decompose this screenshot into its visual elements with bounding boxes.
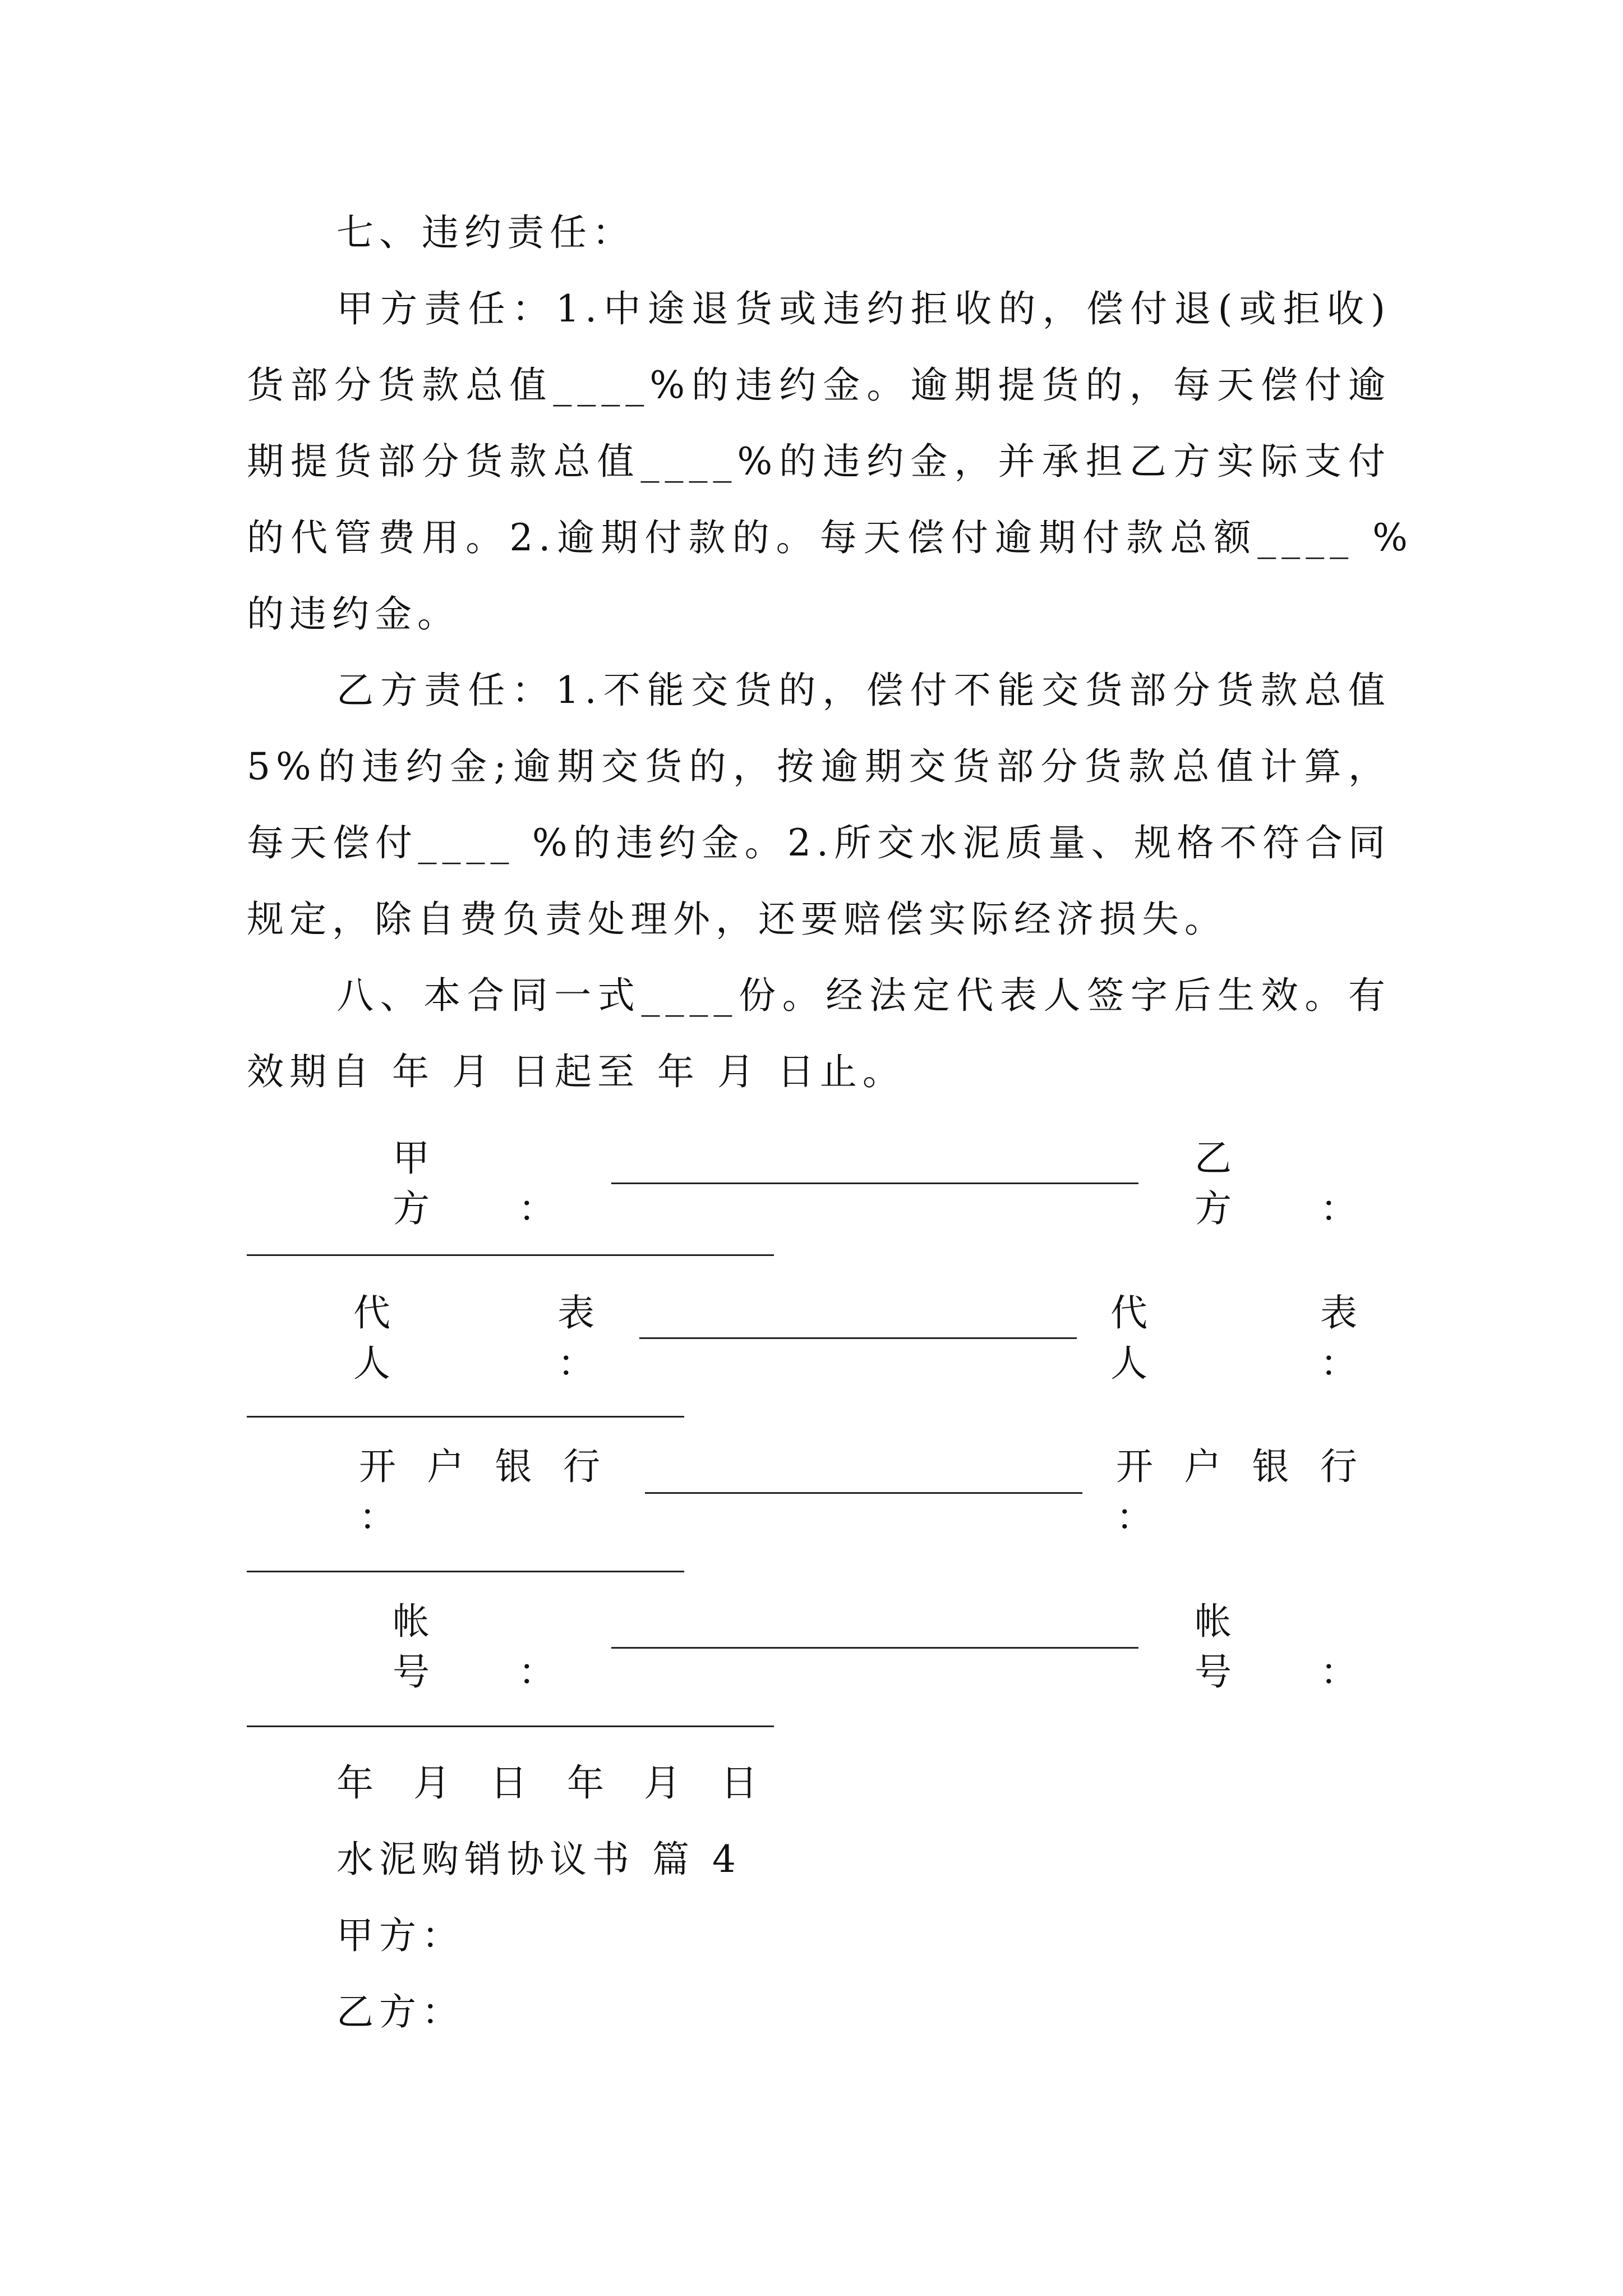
party-b-line-3: 每天偿付____ %的违约金。2.所交水泥质量、规格不符合同: [247, 821, 1391, 864]
sig-date-line: 年 月 日 年 月 日: [336, 1761, 763, 1805]
sig-account-b-label: 帐 号 ：: [1195, 1600, 1363, 1694]
sig-rep-a-line: [639, 1337, 1077, 1339]
sig-account-a-line: [611, 1647, 1138, 1649]
sig-account-b-line: [247, 1726, 774, 1727]
party-b-line-2: 5%的违约金;逾期交货的，按逾期交货部分货款总值计算，: [247, 745, 1391, 788]
clause8-line-2: 效期自 年 月 日起至 年 月 日止。: [247, 1050, 905, 1093]
next-section-party-b: 乙方：: [336, 1990, 464, 2033]
sig-bank-a-line: [645, 1492, 1082, 1494]
party-a-line-2: 货部分货款总值____%的违约金。逾期提货的，每天偿付逾: [247, 364, 1391, 407]
sig-rep-b-label: 代 表 人：: [1110, 1291, 1405, 1385]
sig-rep-a-label: 代 表 人：: [353, 1291, 643, 1385]
clause8-line-1: 八、本合同一式____份。经法定代表人签字后生效。有: [336, 974, 1391, 1017]
sig-party-b-label: 乙 方 ：: [1195, 1137, 1363, 1230]
party-a-line-5: 的违约金。: [247, 592, 460, 636]
sig-bank-b-label: 开 户 银 行 ：: [1116, 1445, 1363, 1539]
party-a-line-3: 期提货部分货款总值____%的违约金，并承担乙方实际支付: [247, 440, 1391, 483]
clause7-title: 七、违约责任：: [336, 211, 635, 254]
next-section-title: 水泥购销协议书 篇 4: [336, 1838, 741, 1881]
sig-account-a-label: 帐 号 ：: [393, 1600, 561, 1694]
sig-bank-a-label: 开 户 银 行 ：: [359, 1445, 606, 1539]
sig-party-a-label: 甲 方 ：: [393, 1137, 561, 1230]
sig-party-a-line: [611, 1182, 1138, 1184]
party-a-line-4: 的代管费用。2.逾期付款的。每天偿付逾期付款总额____ %: [247, 516, 1413, 559]
party-b-line-1: 乙方责任：1.不能交货的，偿付不能交货部分货款总值: [336, 669, 1391, 712]
party-b-line-4: 规定，除自费负责处理外，还要赔偿实际经济损失。: [247, 898, 1227, 941]
sig-rep-b-line: [247, 1416, 684, 1418]
party-a-line-1: 甲方责任：1.中途退货或违约拒收的，偿付退(或拒收): [336, 287, 1391, 330]
next-section-party-a: 甲方：: [336, 1914, 464, 1957]
sig-bank-b-line: [247, 1571, 684, 1572]
sig-party-b-line: [247, 1254, 774, 1256]
